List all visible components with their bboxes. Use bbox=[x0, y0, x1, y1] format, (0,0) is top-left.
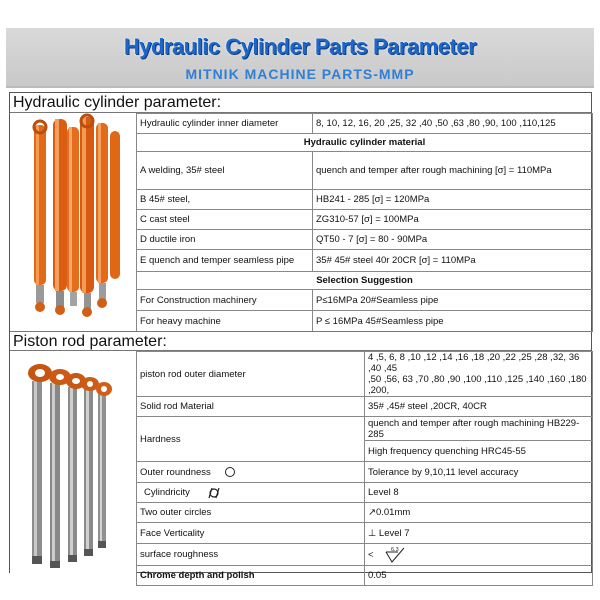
table-row bbox=[137, 503, 593, 523]
table-row bbox=[137, 230, 593, 250]
table-row bbox=[137, 134, 593, 152]
roughness-symbol-icon bbox=[382, 546, 408, 564]
material-e-label: E quench and temper seamless pipe bbox=[137, 250, 313, 272]
material-c-label: C cast steel bbox=[137, 210, 313, 230]
roughness-symbol-value: 6.3 bbox=[391, 546, 399, 553]
cylindricity-icon bbox=[207, 487, 221, 499]
inner-diameter-value: 8, 10, 12, 16, 20 ,25, 32 ,40 ,50 ,63 ,80 ,90, 100 ,110,125 bbox=[313, 114, 593, 134]
chrome-label: Chrome depth and polish bbox=[137, 566, 365, 586]
cylinder-image bbox=[10, 113, 136, 331]
circle-icon bbox=[225, 467, 235, 477]
outer-roundness-label: Outer roundness bbox=[140, 466, 211, 478]
table-row bbox=[137, 352, 593, 397]
material-c-value: ZG310-57 [σ] = 100MPa bbox=[313, 210, 593, 230]
piston-rod-table bbox=[136, 351, 593, 586]
piston-section-heading: Piston rod parameter: bbox=[10, 331, 591, 351]
two-circles-value: ↗0.01mm bbox=[365, 503, 593, 523]
cylindricity-cell bbox=[137, 483, 365, 503]
surface-roughness-label: surface roughness bbox=[137, 544, 365, 566]
material-e-value: 35# 45# steel 40r 20CR [σ] = 110MPa bbox=[313, 250, 593, 272]
rod-diameter-label: piston rod outer diameter bbox=[137, 352, 365, 397]
table-row bbox=[137, 190, 593, 210]
material-b-value: HB241 - 285 [σ] = 120MPa bbox=[313, 190, 593, 210]
parameter-sheet bbox=[9, 92, 592, 581]
table-row bbox=[137, 417, 593, 441]
table-row bbox=[137, 397, 593, 417]
construction-label: For Construction machinery bbox=[137, 290, 313, 311]
solid-rod-value: 35# ,45# steel ,20CR, 40CR bbox=[365, 397, 593, 417]
cylinder-section-heading: Hydraulic cylinder parameter: bbox=[10, 93, 591, 113]
face-verticality-value: ⊥ Level 7 bbox=[365, 523, 593, 544]
solid-rod-label: Solid rod Material bbox=[137, 397, 365, 417]
material-header: Hydraulic cylinder material bbox=[137, 134, 593, 152]
cylindricity-label: Cylindricity bbox=[144, 487, 190, 499]
outer-roundness-value: Tolerance by 9,10,11 level accuracy bbox=[365, 462, 593, 483]
two-circles-label: Two outer circles bbox=[137, 503, 365, 523]
face-verticality-label: Face Verticality bbox=[137, 523, 365, 544]
outer-roundness-cell bbox=[137, 462, 365, 483]
table-row bbox=[137, 272, 593, 290]
material-a-value: quench and temper after rough machining [σ] = 110MPa bbox=[313, 152, 593, 190]
rod-diameter-line2: ,50 ,56, 63 ,70 ,80 ,90 ,100 ,110 ,125 ,140 ,160 ,180 ,200, bbox=[368, 374, 587, 396]
table-row bbox=[137, 311, 593, 332]
cylindricity-value: Level 8 bbox=[365, 483, 593, 503]
table-row bbox=[137, 210, 593, 230]
material-b-label: B 45# steel, bbox=[137, 190, 313, 210]
table-row bbox=[137, 566, 593, 586]
table-row bbox=[137, 114, 593, 134]
table-row bbox=[137, 544, 593, 566]
hydraulic-cylinder-photo bbox=[10, 113, 136, 331]
table-row bbox=[137, 152, 593, 190]
chrome-value: 0.05 bbox=[365, 566, 593, 586]
selection-header: Selection Suggestion bbox=[137, 272, 593, 290]
surface-roughness-cell bbox=[365, 544, 593, 566]
title-banner bbox=[6, 28, 594, 88]
table-row bbox=[137, 462, 593, 483]
heavy-machine-label: For heavy machine bbox=[137, 311, 313, 332]
material-d-label: D ductile iron bbox=[137, 230, 313, 250]
piston-rod-image bbox=[10, 351, 136, 573]
hardness-value-1: quench and temper after rough machining HB229-285 bbox=[365, 417, 593, 441]
table-row bbox=[137, 290, 593, 311]
material-d-value: QT50 - 7 [σ] = 80 - 90MPa bbox=[313, 230, 593, 250]
table-row bbox=[137, 483, 593, 503]
surface-roughness-value: < bbox=[368, 549, 374, 561]
piston-rod-photo bbox=[10, 351, 136, 573]
rod-diameter-line1: 4 ,5, 6, 8 ,10 ,12 ,14 ,16 ,18 ,20 ,22 ,25 ,28 ,32, 36 ,40 ,45 bbox=[368, 352, 580, 374]
heavy-machine-value: P ≤ 16MPa 45#Seamless pipe bbox=[313, 311, 593, 332]
table-row bbox=[137, 523, 593, 544]
hardness-value-2: High frequency quenching HRC45-55 bbox=[365, 441, 593, 462]
table-row bbox=[137, 250, 593, 272]
rod-diameter-value bbox=[365, 352, 593, 397]
construction-value: P≤16MPa 20#Seamless pipe bbox=[313, 290, 593, 311]
inner-diameter-label: Hydraulic cylinder inner diameter bbox=[137, 114, 313, 134]
hardness-label: Hardness bbox=[137, 417, 365, 462]
cylinder-parameter-table bbox=[136, 113, 593, 332]
material-a-label: A welding, 35# steel bbox=[137, 152, 313, 190]
banner-title: Hydraulic Cylinder Parts Parameter bbox=[123, 34, 477, 59]
banner-subtitle: MITNIK MACHINE PARTS-MMP bbox=[185, 66, 415, 82]
